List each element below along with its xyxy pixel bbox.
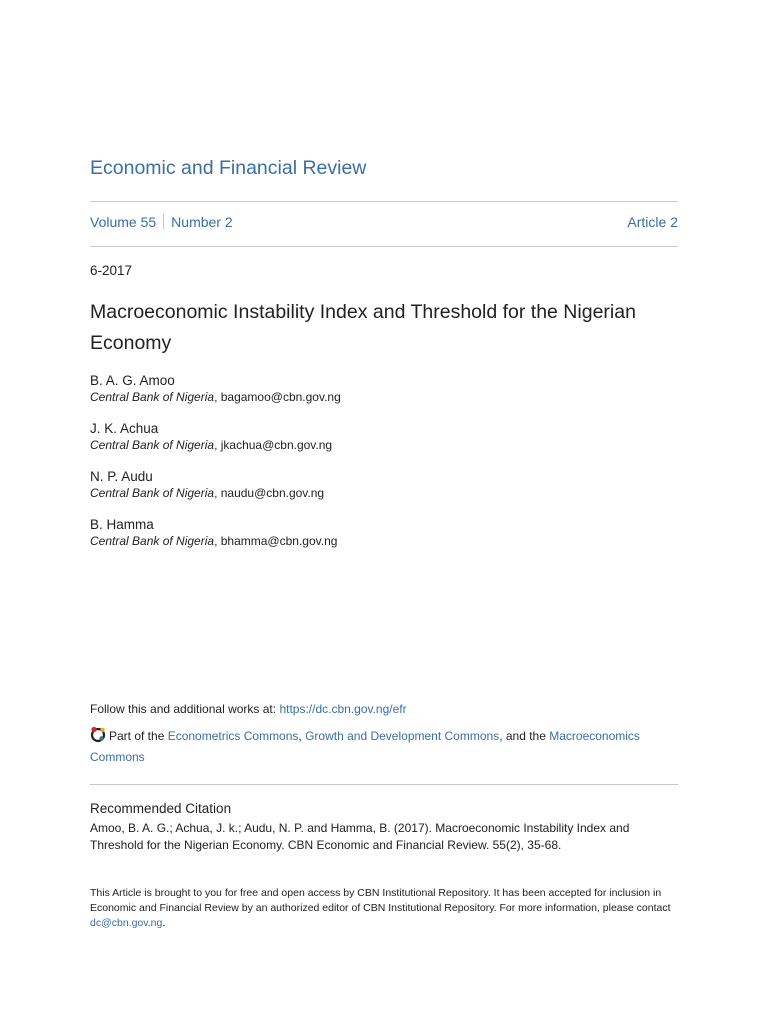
article-link[interactable]: Article 2 (627, 214, 678, 230)
divider (90, 246, 678, 247)
author-4 (90, 517, 337, 549)
separator (163, 214, 164, 229)
author-name: B. A. G. Amoo (90, 373, 175, 388)
repository-link[interactable]: https://dc.cbn.gov.ng/efr (279, 702, 407, 716)
follow-line: Follow this and additional works at: https://dc.cbn.gov.ng/efr (90, 702, 407, 716)
divider (90, 201, 678, 202)
number-link[interactable]: Number 2 (171, 214, 233, 230)
citation-text: Amoo, B. A. G.; Achua, J. k.; Audu, N. P. and Hamma, B. (2017). Macroeconomic Instability Index and Threshold for the Nigerian Economy. CBN Economic and Financial Review. 55(2), 35-68. (90, 821, 630, 852)
divider (90, 784, 678, 785)
journal-title[interactable]: Economic and Financial Review (90, 157, 367, 179)
author-3 (90, 469, 324, 501)
publication-date: 6-2017 (90, 263, 133, 278)
contact-email-link[interactable]: dc@cbn.gov.ng (90, 917, 163, 929)
citation-heading: Recommended Citation (90, 801, 232, 816)
author-1 (90, 373, 341, 405)
author-affiliation: Central Bank of Nigeria, bagamoo@cbn.gov.ng (90, 390, 341, 404)
author-affiliation: Central Bank of Nigeria, naudu@cbn.gov.ng (90, 486, 325, 500)
network-icon (90, 729, 109, 743)
macroeconomics-commons-link[interactable]: Macroeconomics Commons (90, 729, 640, 764)
issue-meta (90, 214, 678, 230)
volume-link[interactable]: Volume 55 (90, 214, 157, 230)
author-name: J. K. Achua (90, 421, 159, 436)
access-notice: This Article is brought to you for free and open access by CBN Institutional Repository. It has been accepted for inclusion in Economic and Financial Review by an authorized editor of CBN Institutional Repository. For more information, please contact dc@cbn.gov.ng. (90, 887, 671, 929)
article-title: Macroeconomic Instability Index and Threshold for the Nigerian Economy (90, 301, 636, 354)
econometrics-commons-link[interactable]: Econometrics Commons (167, 729, 299, 743)
author-name: B. Hamma (90, 517, 154, 532)
author-affiliation: Central Bank of Nigeria, jkachua@cbn.gov.ng (90, 438, 333, 452)
author-2 (90, 421, 332, 453)
growth-development-commons-link[interactable]: Growth and Development Commons (305, 729, 500, 743)
part-of-line: Part of the Econometrics Commons, Growth and Development Commons, and the Macroeconomics Commons (90, 726, 678, 768)
author-affiliation: Central Bank of Nigeria, bhamma@cbn.gov.ng (90, 534, 338, 548)
author-name: N. P. Audu (90, 469, 153, 484)
